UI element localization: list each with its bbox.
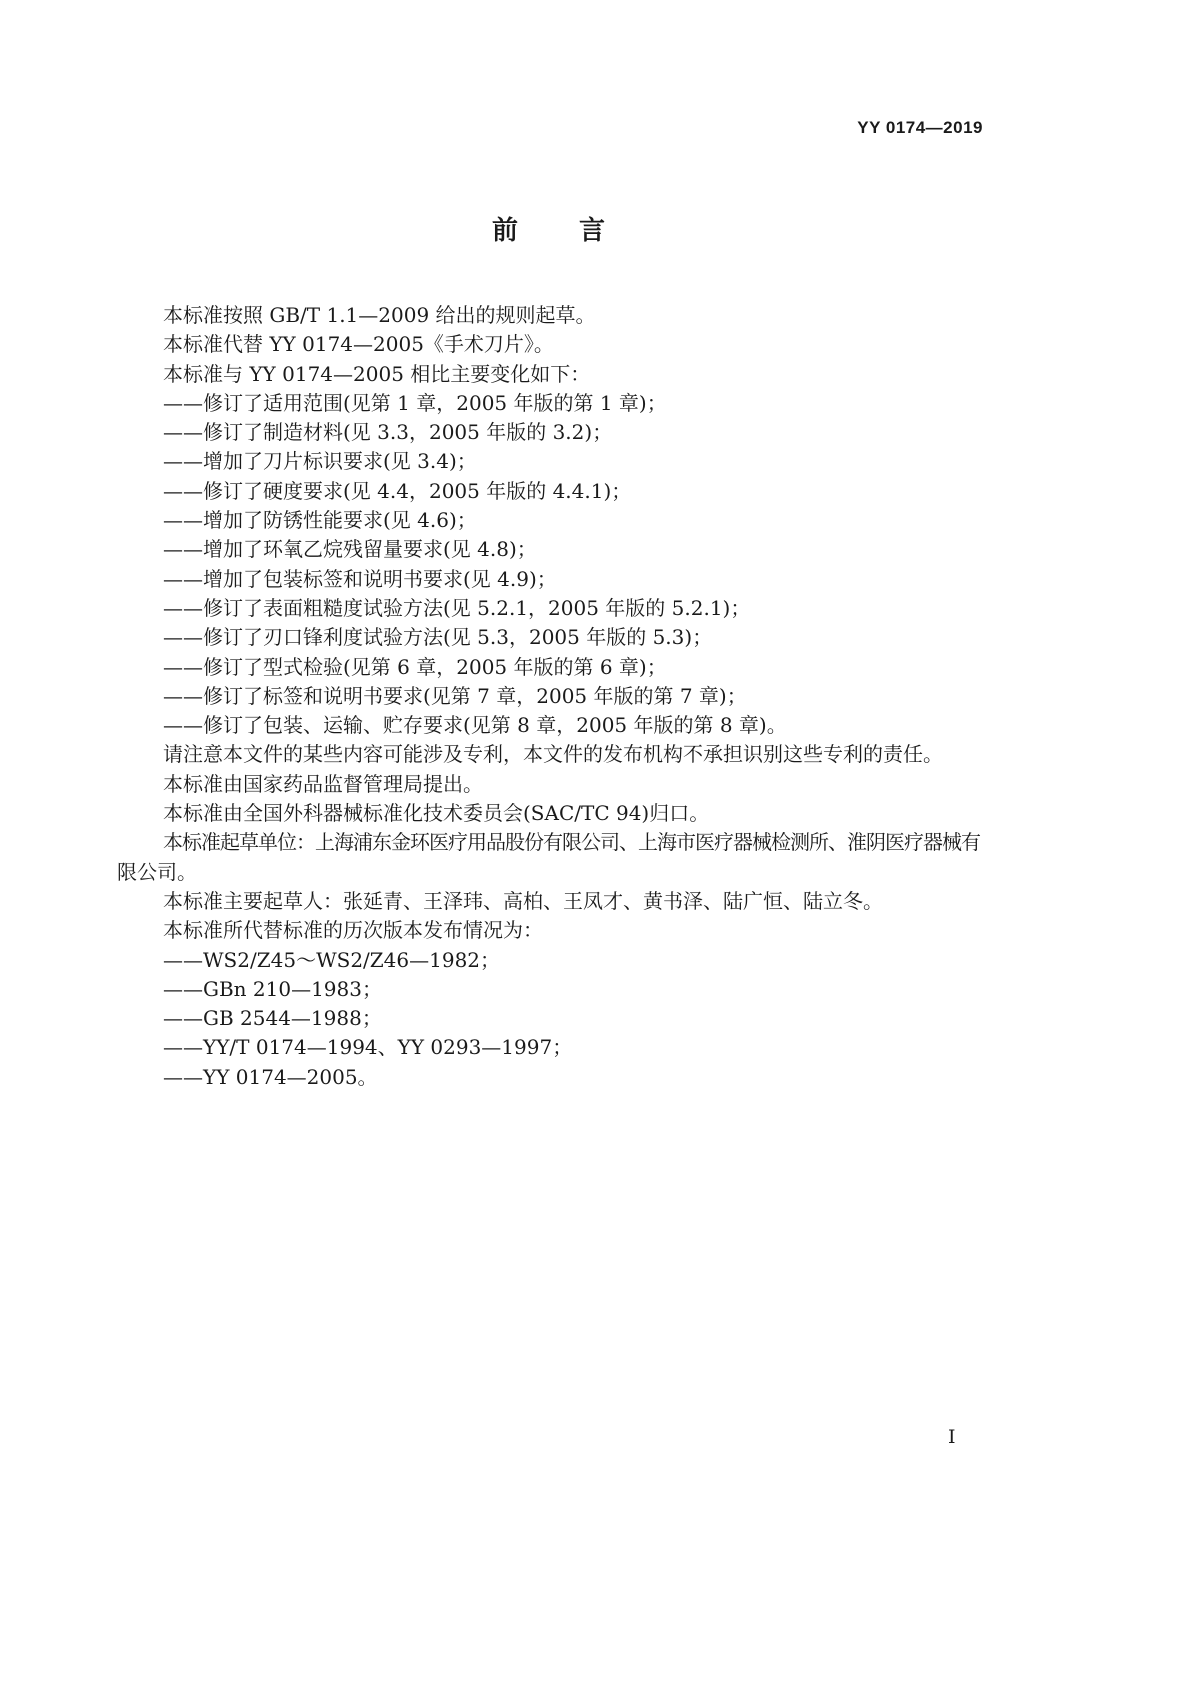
main-changes-intro: 本标准与 YY 0174—2005 相比主要变化如下：	[163, 361, 591, 386]
patent-notice-line: 请注意本文件的某些内容可能涉及专利，本文件的发布机构不承担识别这些专利的责任。	[163, 742, 943, 767]
page-number: I	[948, 1426, 956, 1448]
technical-committee-line: 本标准由全国外科器械标准化技术委员会(SAC/TC 94)归口。	[163, 801, 710, 826]
previous-editions-intro: 本标准所代替标准的历次版本发布情况为：	[163, 918, 543, 943]
change-item: ——修订了型式检验(见第 6 章，2005 年版的第 6 章)；	[163, 654, 667, 679]
proposer-line: 本标准由国家药品监督管理局提出。	[163, 771, 483, 796]
standard-code-header: YY 0174—2019	[857, 118, 983, 137]
main-drafters-line: 本标准主要起草人：张延青、王泽玮、高柏、王凤才、黄书泽、陆广恒、陆立冬。	[163, 888, 883, 913]
change-item: ——修订了刃口锋利度试验方法(见 5.3，2005 年版的 5.3)；	[163, 625, 713, 650]
previous-edition-item: ——YY/T 0174—1994、YY 0293—1997；	[163, 1035, 573, 1060]
replacement-line: 本标准代替 YY 0174—2005《手术刀片》。	[163, 332, 554, 357]
change-item: ——修订了硬度要求(见 4.4，2005 年版的 4.4.1)；	[163, 478, 632, 503]
previous-edition-item: ——GBn 210—1983；	[163, 976, 382, 1001]
preface-body	[117, 301, 983, 1092]
previous-edition-item: ——YY 0174—2005。	[163, 1064, 378, 1089]
drafting-rules-line: 本标准按照 GB/T 1.1—2009 给出的规则起草。	[163, 303, 596, 327]
previous-edition-item: ——GB 2544—1988；	[163, 1006, 382, 1031]
change-item: ——增加了包装标签和说明书要求(见 4.9)；	[163, 566, 557, 591]
change-item: ——修订了表面粗糙度试验方法(见 5.2.1，2005 年版的 5.2.1)；	[163, 595, 751, 620]
change-item: ——增加了环氧乙烷残留量要求(见 4.8)；	[163, 537, 537, 562]
change-item: ——修订了包装、运输、贮存要求(见第 8 章，2005 年版的第 8 章)。	[163, 713, 787, 738]
previous-edition-item: ——WS2/Z45～WS2/Z46—1982；	[163, 947, 501, 972]
change-item: ——增加了刀片标识要求(见 3.4)；	[163, 449, 477, 474]
change-item: ——修订了适用范围(见第 1 章，2005 年版的第 1 章)；	[163, 390, 667, 415]
change-item: ——修订了标签和说明书要求(见第 7 章，2005 年版的第 7 章)；	[163, 683, 747, 708]
drafting-units-line-continued: 限公司。	[117, 859, 197, 884]
page-title: 前 言	[491, 216, 608, 246]
change-item: ——修订了制造材料(见 3.3，2005 年版的 3.2)；	[163, 420, 613, 445]
change-item: ——增加了防锈性能要求(见 4.6)；	[163, 508, 477, 533]
drafting-units-line: 本标准起草单位：上海浦东金环医疗用品股份有限公司、上海市医疗器械检测所、淮阴医疗器械有	[163, 830, 980, 855]
